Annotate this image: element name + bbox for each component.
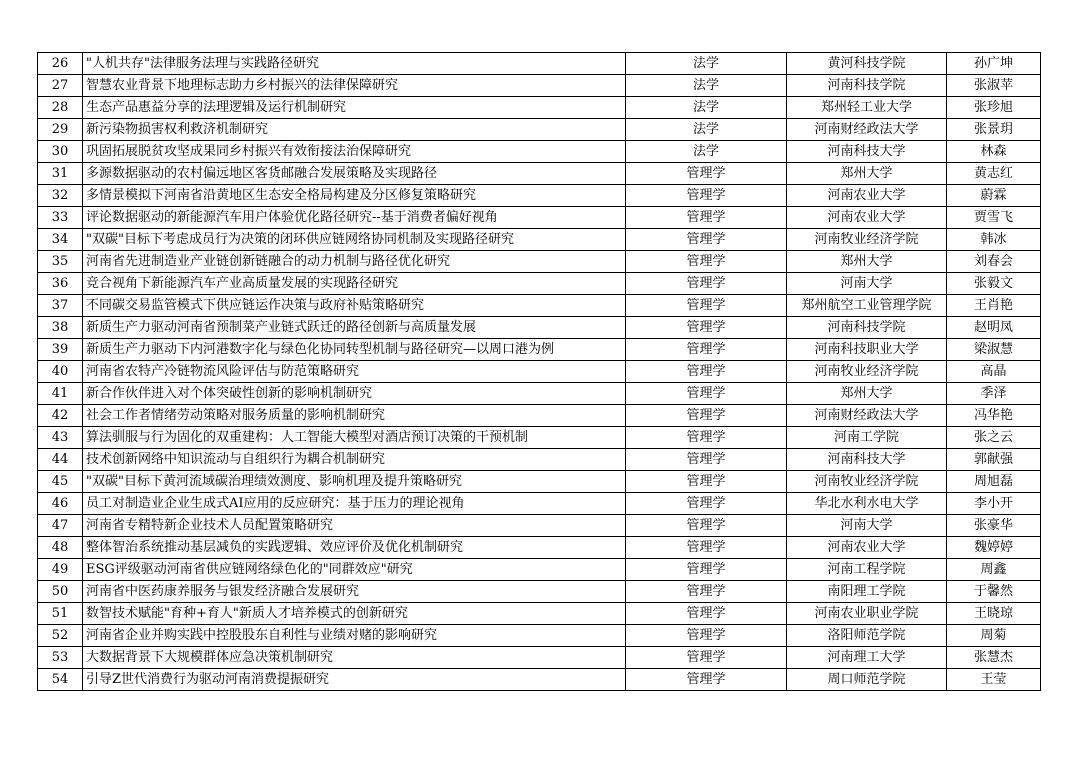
- row-number-cell: 27: [38, 75, 83, 97]
- table-row: [38, 361, 1041, 383]
- row-number-cell: 53: [38, 647, 83, 669]
- institution-cell: 河南科技大学: [787, 449, 947, 471]
- table-row: [38, 669, 1041, 691]
- table-row: [38, 581, 1041, 603]
- table-row: [38, 273, 1041, 295]
- discipline-cell: 管理学: [626, 405, 787, 427]
- institution-cell: 洛阳师范学院: [787, 625, 947, 647]
- row-number-cell: 45: [38, 471, 83, 493]
- table-row: [38, 207, 1041, 229]
- table-row: [38, 515, 1041, 537]
- institution-cell: 河南农业职业学院: [787, 603, 947, 625]
- discipline-cell: 管理学: [626, 515, 787, 537]
- discipline-cell: 管理学: [626, 383, 787, 405]
- row-number-cell: 37: [38, 295, 83, 317]
- discipline-cell: 管理学: [626, 163, 787, 185]
- discipline-cell: 管理学: [626, 581, 787, 603]
- row-number-cell: 28: [38, 97, 83, 119]
- institution-cell: 河南农业大学: [787, 185, 947, 207]
- row-number-cell: 46: [38, 493, 83, 515]
- row-number-cell: 49: [38, 559, 83, 581]
- project-title-cell: 引导Z世代消费行为驱动河南消费提振研究: [83, 669, 626, 691]
- discipline-cell: 管理学: [626, 317, 787, 339]
- institution-cell: 河南农业大学: [787, 207, 947, 229]
- table-row: [38, 229, 1041, 251]
- table-row: [38, 603, 1041, 625]
- project-title-cell: 智慧农业背景下地理标志助力乡村振兴的法律保障研究: [83, 75, 626, 97]
- row-number-cell: 33: [38, 207, 83, 229]
- project-leader-cell: 王肖艳: [947, 295, 1041, 317]
- table-row: [38, 559, 1041, 581]
- project-leader-cell: 韩冰: [947, 229, 1041, 251]
- project-leader-cell: 梁淑慧: [947, 339, 1041, 361]
- project-leader-cell: 李小开: [947, 493, 1041, 515]
- row-number-cell: 44: [38, 449, 83, 471]
- project-leader-cell: 张之云: [947, 427, 1041, 449]
- table-row: [38, 317, 1041, 339]
- project-title-cell: 技术创新网络中知识流动与自组织行为耦合机制研究: [83, 449, 626, 471]
- institution-cell: 河南牧业经济学院: [787, 471, 947, 493]
- project-leader-cell: 周菊: [947, 625, 1041, 647]
- institution-cell: 黄河科技学院: [787, 53, 947, 75]
- project-leader-cell: 王莹: [947, 669, 1041, 691]
- institution-cell: 华北水利水电大学: [787, 493, 947, 515]
- project-title-cell: 数智技术赋能"育种+育人"新质人才培养模式的创新研究: [83, 603, 626, 625]
- project-title-cell: 新质生产力驱动河南省预制菜产业链式跃迁的路径创新与高质量发展: [83, 317, 626, 339]
- project-leader-cell: 王晓琼: [947, 603, 1041, 625]
- discipline-cell: 法学: [626, 97, 787, 119]
- discipline-cell: 管理学: [626, 251, 787, 273]
- project-title-cell: "人机共存"法律服务法理与实践路径研究: [83, 53, 626, 75]
- row-number-cell: 35: [38, 251, 83, 273]
- table-row: [38, 97, 1041, 119]
- discipline-cell: 管理学: [626, 625, 787, 647]
- project-leader-cell: 张慧杰: [947, 647, 1041, 669]
- discipline-cell: 管理学: [626, 471, 787, 493]
- project-title-cell: 河南省中医药康养服务与银发经济融合发展研究: [83, 581, 626, 603]
- table-row: [38, 625, 1041, 647]
- project-title-cell: 河南省专精特新企业技术人员配置策略研究: [83, 515, 626, 537]
- table-row: [38, 493, 1041, 515]
- institution-cell: 河南财经政法大学: [787, 405, 947, 427]
- table-row: [38, 185, 1041, 207]
- project-title-cell: 多源数据驱动的农村偏远地区客货邮融合发展策略及实现路径: [83, 163, 626, 185]
- project-title-cell: ESG评级驱动河南省供应链网络绿色化的"同群效应"研究: [83, 559, 626, 581]
- row-number-cell: 30: [38, 141, 83, 163]
- project-title-cell: 社会工作者情绪劳动策略对服务质量的影响机制研究: [83, 405, 626, 427]
- table-row: [38, 647, 1041, 669]
- row-number-cell: 26: [38, 53, 83, 75]
- institution-cell: 河南大学: [787, 515, 947, 537]
- table-row: [38, 163, 1041, 185]
- table-row: [38, 295, 1041, 317]
- project-leader-cell: 周旭磊: [947, 471, 1041, 493]
- row-number-cell: 52: [38, 625, 83, 647]
- project-title-cell: 不同碳交易监管模式下供应链运作决策与政府补贴策略研究: [83, 295, 626, 317]
- row-number-cell: 50: [38, 581, 83, 603]
- project-title-cell: 河南省农特产冷链物流风险评估与防范策略研究: [83, 361, 626, 383]
- institution-cell: 河南财经政法大学: [787, 119, 947, 141]
- project-leader-cell: 贾雪飞: [947, 207, 1041, 229]
- institution-cell: 周口师范学院: [787, 669, 947, 691]
- project-title-cell: 竞合视角下新能源汽车产业高质量发展的实现路径研究: [83, 273, 626, 295]
- institution-cell: 河南科技大学: [787, 141, 947, 163]
- discipline-cell: 管理学: [626, 339, 787, 361]
- table-row: [38, 427, 1041, 449]
- row-number-cell: 39: [38, 339, 83, 361]
- discipline-cell: 管理学: [626, 647, 787, 669]
- project-leader-cell: 于馨然: [947, 581, 1041, 603]
- table-row: [38, 251, 1041, 273]
- project-title-cell: "双碳"目标下黄河流域碳治理绩效测度、影响机理及提升策略研究: [83, 471, 626, 493]
- project-title-cell: 整体智治系统推动基层减负的实践逻辑、效应评价及优化机制研究: [83, 537, 626, 559]
- discipline-cell: 法学: [626, 119, 787, 141]
- row-number-cell: 31: [38, 163, 83, 185]
- row-number-cell: 36: [38, 273, 83, 295]
- discipline-cell: 管理学: [626, 207, 787, 229]
- project-leader-cell: 赵明凤: [947, 317, 1041, 339]
- row-number-cell: 48: [38, 537, 83, 559]
- table-row: [38, 119, 1041, 141]
- project-leader-cell: 魏婷婷: [947, 537, 1041, 559]
- project-leader-cell: 冯华艳: [947, 405, 1041, 427]
- project-leader-cell: 黄志红: [947, 163, 1041, 185]
- table-row: [38, 449, 1041, 471]
- discipline-cell: 法学: [626, 75, 787, 97]
- discipline-cell: 管理学: [626, 295, 787, 317]
- institution-cell: 河南大学: [787, 273, 947, 295]
- institution-cell: 河南工学院: [787, 427, 947, 449]
- institution-cell: 河南科技学院: [787, 75, 947, 97]
- institution-cell: 郑州航空工业管理学院: [787, 295, 947, 317]
- discipline-cell: 法学: [626, 141, 787, 163]
- project-leader-cell: 张珍旭: [947, 97, 1041, 119]
- project-title-cell: 河南省先进制造业产业链创新链融合的动力机制与路径优化研究: [83, 251, 626, 273]
- project-leader-cell: 蔚霖: [947, 185, 1041, 207]
- table-body: [38, 53, 1041, 691]
- row-number-cell: 32: [38, 185, 83, 207]
- institution-cell: 河南牧业经济学院: [787, 229, 947, 251]
- row-number-cell: 34: [38, 229, 83, 251]
- institution-cell: 河南科技学院: [787, 317, 947, 339]
- project-leader-cell: 孙广坤: [947, 53, 1041, 75]
- institution-cell: 河南牧业经济学院: [787, 361, 947, 383]
- table-row: [38, 339, 1041, 361]
- institution-cell: 河南科技职业大学: [787, 339, 947, 361]
- row-number-cell: 54: [38, 669, 83, 691]
- project-title-cell: 巩固拓展脱贫攻坚成果同乡村振兴有效衔接法治保障研究: [83, 141, 626, 163]
- project-title-cell: 员工对制造业企业生成式AI应用的反应研究：基于压力的理论视角: [83, 493, 626, 515]
- project-leader-cell: 张淑苹: [947, 75, 1041, 97]
- project-title-cell: 评论数据驱动的新能源汽车用户体验优化路径研究--基于消费者偏好视角: [83, 207, 626, 229]
- discipline-cell: 管理学: [626, 361, 787, 383]
- row-number-cell: 38: [38, 317, 83, 339]
- project-title-cell: 生态产品惠益分享的法理逻辑及运行机制研究: [83, 97, 626, 119]
- project-leader-cell: 郭献强: [947, 449, 1041, 471]
- row-number-cell: 42: [38, 405, 83, 427]
- project-title-cell: 河南省企业并购实践中控股股东自利性与业绩对赌的影响研究: [83, 625, 626, 647]
- project-title-cell: 算法驯服与行为固化的双重建构：人工智能大模型对酒店预订决策的干预机制: [83, 427, 626, 449]
- table-row: [38, 141, 1041, 163]
- row-number-cell: 51: [38, 603, 83, 625]
- project-leader-cell: 林森: [947, 141, 1041, 163]
- institution-cell: 郑州大学: [787, 251, 947, 273]
- row-number-cell: 43: [38, 427, 83, 449]
- discipline-cell: 管理学: [626, 427, 787, 449]
- project-leader-cell: 季泽: [947, 383, 1041, 405]
- table-row: [38, 471, 1041, 493]
- table-row: [38, 537, 1041, 559]
- project-title-cell: 大数据背景下大规模群体应急决策机制研究: [83, 647, 626, 669]
- table-row: [38, 383, 1041, 405]
- discipline-cell: 管理学: [626, 449, 787, 471]
- institution-cell: 河南理工大学: [787, 647, 947, 669]
- institution-cell: 郑州大学: [787, 163, 947, 185]
- discipline-cell: 管理学: [626, 669, 787, 691]
- project-leader-cell: 张景玥: [947, 119, 1041, 141]
- discipline-cell: 管理学: [626, 559, 787, 581]
- institution-cell: 河南农业大学: [787, 537, 947, 559]
- discipline-cell: 管理学: [626, 537, 787, 559]
- table-row: [38, 53, 1041, 75]
- discipline-cell: 法学: [626, 53, 787, 75]
- project-title-cell: "双碳"目标下考虑成员行为决策的闭环供应链网络协同机制及实现路径研究: [83, 229, 626, 251]
- table-row: [38, 75, 1041, 97]
- table-row: [38, 405, 1041, 427]
- project-leader-cell: 高晶: [947, 361, 1041, 383]
- project-leader-cell: 刘春会: [947, 251, 1041, 273]
- project-title-cell: 新污染物损害权利救济机制研究: [83, 119, 626, 141]
- project-leader-cell: 张豪华: [947, 515, 1041, 537]
- row-number-cell: 29: [38, 119, 83, 141]
- discipline-cell: 管理学: [626, 493, 787, 515]
- project-leader-cell: 张毅文: [947, 273, 1041, 295]
- project-leader-cell: 周鑫: [947, 559, 1041, 581]
- discipline-cell: 管理学: [626, 603, 787, 625]
- institution-cell: 郑州轻工业大学: [787, 97, 947, 119]
- discipline-cell: 管理学: [626, 229, 787, 251]
- institution-cell: 河南工程学院: [787, 559, 947, 581]
- institution-cell: 南阳理工学院: [787, 581, 947, 603]
- project-table: [37, 52, 1041, 691]
- project-title-cell: 新质生产力驱动下内河港数字化与绿色化协同转型机制与路径研究—以周口港为例: [83, 339, 626, 361]
- discipline-cell: 管理学: [626, 185, 787, 207]
- row-number-cell: 47: [38, 515, 83, 537]
- project-title-cell: 新合作伙伴进入对个体突破性创新的影响机制研究: [83, 383, 626, 405]
- project-title-cell: 多情景模拟下河南省沿黄地区生态安全格局构建及分区修复策略研究: [83, 185, 626, 207]
- discipline-cell: 管理学: [626, 273, 787, 295]
- row-number-cell: 41: [38, 383, 83, 405]
- row-number-cell: 40: [38, 361, 83, 383]
- institution-cell: 郑州大学: [787, 383, 947, 405]
